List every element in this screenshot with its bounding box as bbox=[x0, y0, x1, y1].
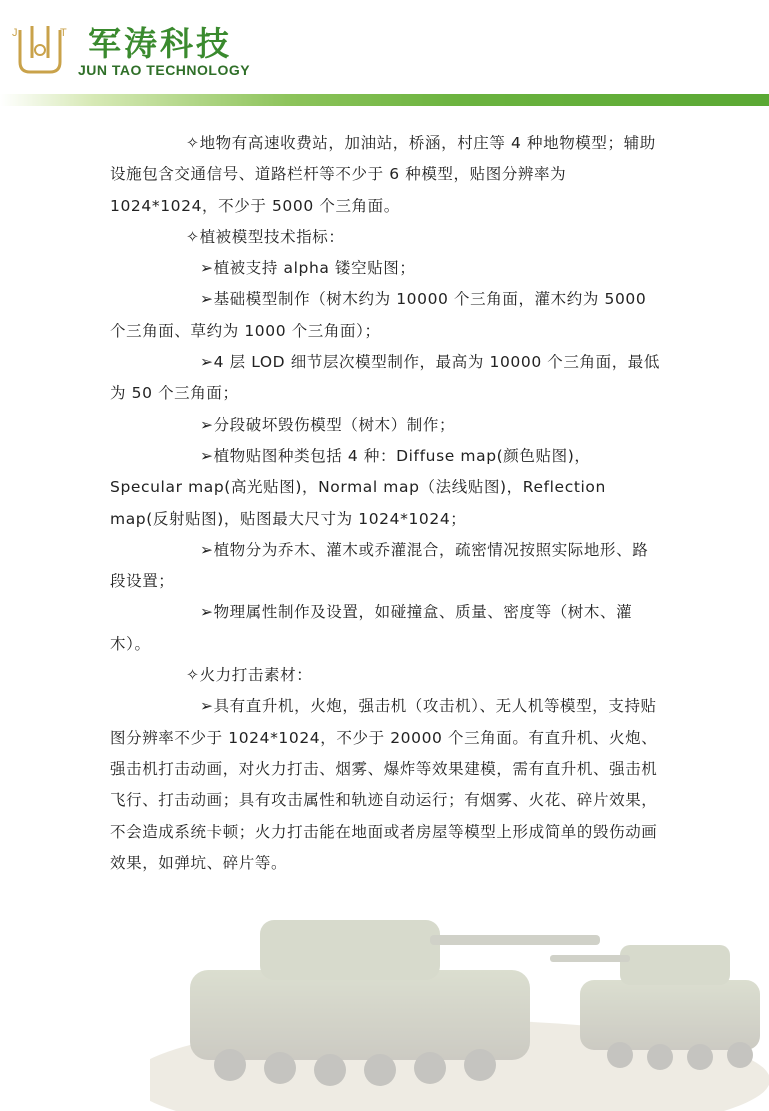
document-body bbox=[110, 128, 660, 879]
logo-letter-t: T bbox=[60, 27, 67, 39]
paragraph: ✧地物有高速收费站，加油站，桥涵，村庄等 4 种地物模型；辅助设施包含交通信号、道路栏杆等不少于 6 种模型，贴图分辨率为 1024*1024，不少于 5000 个三角面。 bbox=[110, 134, 656, 215]
logo-letter-j: J bbox=[12, 27, 18, 39]
header-divider-bar bbox=[0, 94, 769, 106]
company-logo-icon bbox=[10, 22, 70, 78]
company-name-en: JUN TAO TECHNOLOGY bbox=[78, 62, 251, 78]
paragraph: ➢具有直升机，火炮，强击机（攻击机）、无人机等模型，支持贴图分辨率不少于 1024*1024，不少于 20000 个三角面。有直升机、火炮、强击机打击动画，对火力打击、烟雾、爆炸等效果建模，需有直升机、强击机飞行、打击动画；具有攻击属性和轨迹自动运行；有烟雾、火花、碎片效果，不会造成系统卡顿；火力打击能在地面或者房屋等模型上形成简单的毁伤动画效果，如弹坑、碎片等。 bbox=[110, 697, 658, 872]
paragraph: ➢植物贴图种类包括 4 种：Diffuse map(颜色贴图)，Specular map(高光贴图)，Normal map（法线贴图)，Reflection map(反射贴图)，贴图最大尺寸为 1024*1024； bbox=[110, 446, 606, 528]
paragraph: ➢植被支持 alpha 镂空贴图； bbox=[200, 259, 416, 278]
paragraph: ✧植被模型技术指标： bbox=[186, 227, 345, 246]
tank-background-image bbox=[150, 850, 769, 1111]
paragraph: ✧火力打击素材： bbox=[186, 666, 313, 685]
paragraph: ➢4 层 LOD 细节层次模型制作，最高为 10000 个三角面，最低为 50 个三角面； bbox=[110, 353, 661, 403]
paragraph: ➢植物分为乔木、灌木或乔灌混合，疏密情况按照实际地形、路段设置； bbox=[110, 540, 649, 591]
paragraph: ➢物理属性制作及设置，如碰撞盒、质量、密度等（树木、灌木）。 bbox=[110, 603, 633, 653]
company-name-cn: 军涛科技 bbox=[88, 24, 232, 63]
paragraph: ➢基础模型制作（树木约为 10000 个三角面，灌木约为 5000 个三角面、草约为 1000 个三角面）； bbox=[110, 290, 647, 340]
paragraph: ➢分段破坏毁伤模型（树木）制作； bbox=[200, 415, 456, 434]
page-header bbox=[0, 0, 769, 110]
